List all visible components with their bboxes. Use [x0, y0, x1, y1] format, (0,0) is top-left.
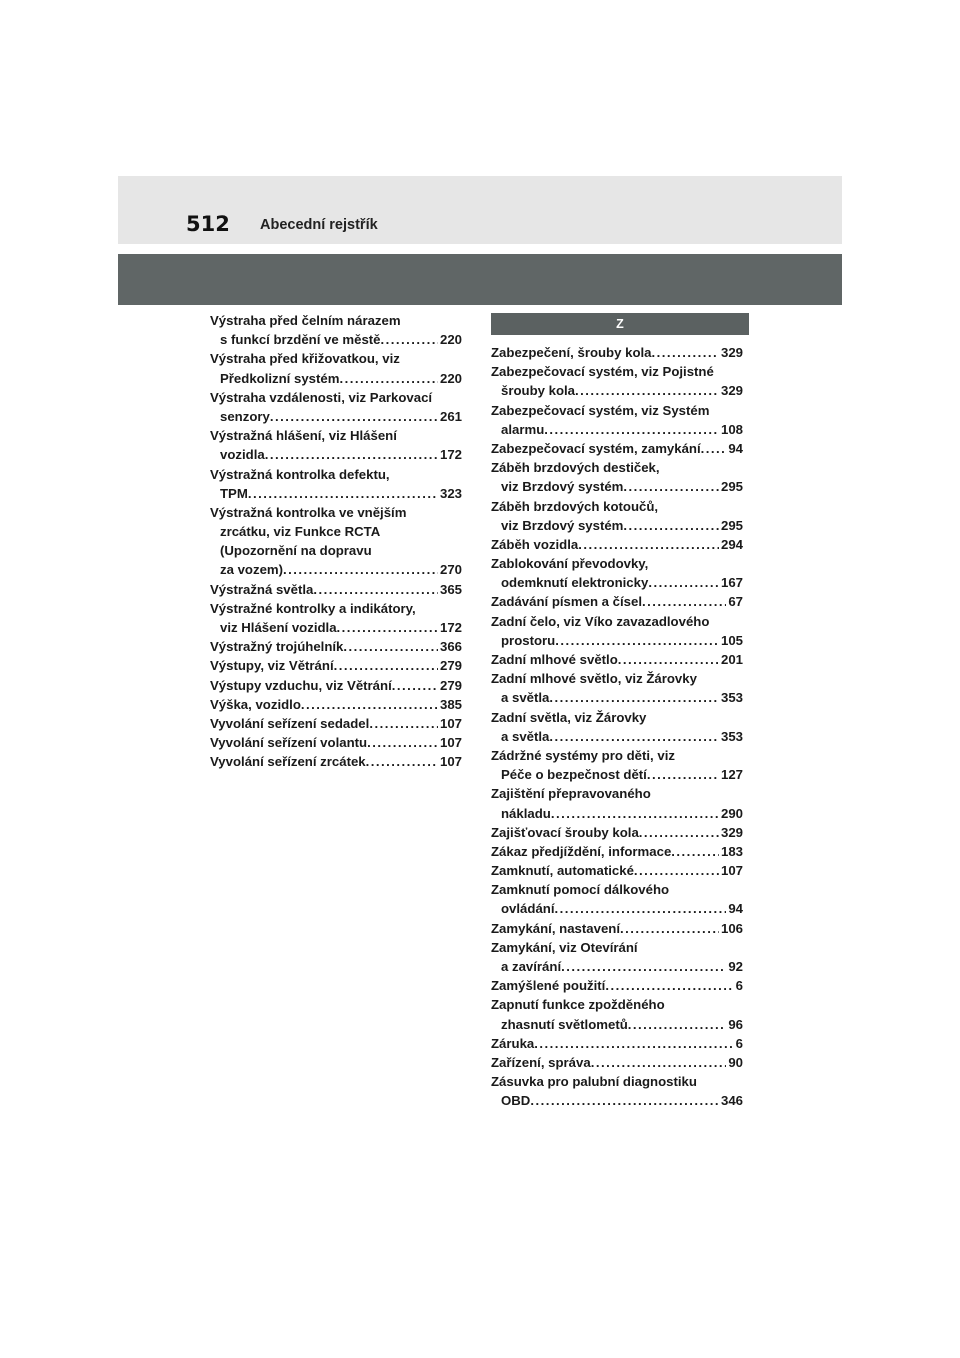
index-page-number: 366 [439, 639, 462, 655]
index-entry [210, 752, 462, 771]
index-page-number: 261 [439, 408, 462, 424]
index-entry [210, 465, 462, 503]
letter-section-header: Z [491, 313, 749, 335]
index-page-number: 108 [720, 421, 743, 437]
index-entry [491, 650, 743, 669]
index-entry-text: Záběh brzdových destiček, [491, 460, 660, 476]
dot-leader [339, 369, 438, 388]
index-entry-text: Výstupy, viz Větrání [210, 658, 334, 674]
dot-leader [652, 343, 719, 362]
index-entry [210, 426, 462, 464]
index-entry-text: Zadní světla, viz Žárovky [491, 709, 647, 725]
dot-leader [591, 1053, 727, 1072]
index-entry-text: zhasnutí světlometů [501, 1016, 628, 1032]
index-entry-text: (Upozornění na dopravu [220, 543, 372, 559]
index-entry-text: Zákaz předjíždění, informace [491, 843, 672, 859]
dot-leader [639, 823, 719, 842]
index-entry [491, 708, 743, 746]
index-entry-text: a světla [501, 690, 550, 706]
index-entry-text: Zamýšlené použití [491, 978, 606, 994]
index-entry-text: Zamknutí pomocí dálkového [491, 882, 670, 898]
index-page-number: 365 [439, 581, 462, 597]
index-entry-text: Zamykání, nastavení [491, 920, 621, 936]
index-column-right [491, 343, 743, 1111]
index-page-number: 106 [720, 920, 743, 936]
index-entry-text: šrouby kola [501, 383, 576, 399]
index-entry-text: Záruka [491, 1035, 535, 1051]
index-entry-text: alarmu [501, 421, 545, 437]
index-entry-text: s funkcí brzdění ve městě [220, 332, 381, 348]
index-entry-text: Výstražná kontrolka defektu, [210, 466, 390, 482]
index-page-number: 172 [439, 620, 462, 635]
index-entry-text: Zadní čelo, viz Víko zavazadlového [491, 613, 710, 629]
index-page-number: 220 [439, 332, 462, 348]
index-entry [210, 676, 462, 695]
dot-leader [647, 765, 719, 784]
dot-leader [555, 631, 719, 650]
index-entry [491, 669, 743, 707]
index-entry-text: Zadávání písmen a čísel [491, 594, 642, 610]
index-entry [210, 714, 462, 733]
index-entry [491, 401, 743, 439]
index-page-number: 295 [720, 479, 743, 495]
index-entry [491, 784, 743, 822]
dot-leader [549, 688, 719, 707]
index-entry-text: Záběh brzdových kotoučů, [491, 498, 659, 514]
dot-leader [381, 330, 438, 349]
index-entry-text: Výška, vozidlo [210, 696, 301, 712]
index-entry-text: Zadní mlhové světlo [491, 652, 618, 667]
index-entry [491, 746, 743, 784]
index-entry-text: Předkolizní systém [220, 370, 340, 386]
index-entry [491, 343, 743, 362]
dot-leader [642, 592, 726, 611]
index-entry-text: ovládání [501, 901, 555, 917]
index-column-left [210, 311, 462, 772]
index-entry-text: Zabezpečení, šrouby kola [491, 345, 652, 360]
index-entry [491, 880, 743, 918]
index-page-number: 107 [439, 735, 462, 751]
index-entry-text: Zabezpečovací systém, viz Systém [491, 402, 710, 418]
dot-leader [369, 714, 438, 733]
dot-leader [392, 676, 438, 695]
index-entry [491, 976, 743, 995]
index-entry-text: Zajišťovací šrouby kola [491, 824, 639, 840]
index-page-number: 329 [720, 345, 743, 360]
index-entry-text: Výstražná kontrolka ve vnějším [210, 504, 407, 520]
index-entry-text: Zásuvka pro palubní diagnostiku [491, 1074, 697, 1090]
dot-leader [578, 535, 719, 554]
index-page-number: 201 [720, 652, 743, 667]
index-entry-text: Vyvolání seřízení zrcátek [210, 754, 366, 770]
index-entry-text: Zablokování převodovky, [491, 556, 649, 572]
index-page-number: 385 [439, 696, 462, 712]
index-page-number: 279 [439, 658, 462, 674]
index-page-number: 346 [720, 1093, 743, 1109]
index-entry-text: Zabezpečovací systém, viz Pojistné [491, 364, 714, 380]
index-entry-text: Vyvolání seřízení volantu [210, 735, 368, 751]
index-page-number: 105 [720, 632, 743, 648]
index-page-number: 329 [720, 824, 743, 840]
index-entry-text: viz Brzdový systém [501, 517, 624, 533]
index-page-number: 90 [728, 1054, 743, 1070]
index-entry-text: a světla [501, 728, 550, 744]
index-entry-text: Zabezpečovací systém, zamykání [491, 440, 701, 456]
index-entry-text: viz Brzdový systém [501, 479, 624, 495]
dot-leader [634, 861, 719, 880]
index-entry-text: a zavírání [501, 959, 562, 974]
dot-leader [366, 752, 438, 771]
index-entry-text: Výstraha před křižovatkou, viz [210, 351, 400, 367]
index-entry-text: za vozem) [220, 562, 284, 578]
index-entry-text: Zajištění přepravovaného [491, 786, 651, 802]
index-entry-text: odemknutí elektronicky [501, 575, 649, 591]
dot-leader [367, 733, 438, 752]
index-entry [210, 695, 462, 714]
index-page-number: 127 [720, 767, 743, 783]
dot-leader [549, 727, 719, 746]
index-page-number: 295 [720, 517, 743, 533]
dot-leader [623, 477, 719, 496]
index-entry [210, 311, 462, 349]
index-entry [491, 861, 743, 880]
index-entry [210, 388, 462, 426]
index-page-number: 107 [720, 863, 743, 879]
dot-leader [701, 439, 727, 458]
index-entry [491, 497, 743, 535]
index-entry [210, 656, 462, 675]
index-page-number: 270 [439, 562, 462, 578]
index-entry [210, 503, 462, 580]
index-page-number: 323 [439, 485, 462, 501]
index-entry [491, 919, 743, 938]
dot-leader [628, 1015, 727, 1034]
index-entry-text: Zamknutí, automatické [491, 863, 634, 879]
index-entry-text: senzory [220, 408, 270, 424]
index-entry-text: Výstražná světla [210, 581, 314, 597]
index-entry [491, 612, 743, 650]
index-entry [210, 349, 462, 387]
dot-leader [343, 637, 438, 656]
index-entry-text: Péče o bezpečnost dětí [501, 767, 647, 783]
index-page-number: 329 [720, 383, 743, 399]
index-entry-text: vozidla [220, 447, 265, 463]
index-entry-text: Zamykání, viz Otevírání [491, 939, 638, 955]
dot-leader [265, 445, 438, 464]
index-entry [491, 938, 743, 976]
header-band [118, 254, 842, 305]
index-entry-text: Výstupy vzduchu, viz Větrání [210, 677, 392, 693]
index-page-number: 353 [720, 690, 743, 706]
dot-leader [530, 1091, 719, 1110]
index-page-number: 294 [720, 536, 743, 552]
index-entry-text: nákladu [501, 805, 551, 821]
index-entry-text: prostoru [501, 632, 556, 648]
dot-leader [620, 919, 719, 938]
dot-leader [313, 580, 438, 599]
dot-leader [555, 899, 727, 918]
index-page-number: 107 [439, 715, 462, 731]
dot-leader [648, 573, 719, 592]
index-entry [491, 439, 743, 458]
index-page-number: 107 [439, 754, 462, 770]
dot-leader [605, 976, 733, 995]
index-entry [491, 1053, 743, 1072]
index-entry-text: Zařízení, správa [491, 1054, 591, 1070]
index-entry [491, 554, 743, 592]
dot-leader [561, 957, 726, 976]
index-entry [210, 637, 462, 656]
page-number: 512 [186, 212, 230, 236]
dot-leader [248, 484, 438, 503]
index-entry [491, 535, 743, 554]
index-entry [491, 842, 743, 861]
index-page-number: 167 [720, 575, 743, 591]
index-page-number: 172 [439, 447, 462, 463]
index-entry-text: Výstražná hlášení, viz Hlášení [210, 428, 397, 444]
index-page-number: 220 [439, 370, 462, 386]
dot-leader [337, 618, 438, 637]
dot-leader [623, 516, 719, 535]
index-entry [210, 580, 462, 599]
index-page-number: 6 [735, 1035, 743, 1051]
index-page-number: 353 [720, 728, 743, 744]
index-entry [210, 599, 462, 637]
dot-leader [551, 804, 719, 823]
index-page-number: 183 [720, 843, 743, 859]
index-entry-text: TPM [220, 485, 248, 501]
index-page-number: 94 [728, 440, 743, 456]
section-title: Abecední rejstřík [260, 217, 378, 233]
index-entry-text: Výstraha před čelním nárazem [210, 313, 401, 328]
index-entry-text: OBD [501, 1093, 531, 1109]
index-page-number: 6 [735, 978, 743, 994]
index-entry [491, 458, 743, 496]
index-entry-text: viz Hlášení vozidla [220, 620, 337, 635]
index-entry-text: Zadní mlhové světlo, viz Žárovky [491, 671, 697, 687]
dot-leader [575, 381, 719, 400]
index-entry-text: Zapnutí funkce zpožděného [491, 997, 665, 1013]
dot-leader [283, 560, 438, 579]
index-entry-text: Záběh vozidla [491, 536, 579, 552]
index-entry-text: Výstražné kontrolky a indikátory, [210, 600, 416, 616]
index-entry [491, 592, 743, 611]
index-entry [491, 1034, 743, 1053]
index-entry-text: zrcátku, viz Funkce RCTA [220, 524, 381, 540]
index-page-number: 290 [720, 805, 743, 821]
index-entry-text: Vyvolání seřízení sedadel [210, 715, 370, 731]
index-entry [491, 1072, 743, 1110]
index-entry-text: Zádržné systémy pro děti, viz [491, 747, 675, 763]
index-page-number: 92 [728, 959, 743, 974]
dot-leader [334, 656, 438, 675]
index-page-number: 94 [728, 901, 743, 917]
index-entry-text: Výstražný trojúhelník [210, 639, 344, 655]
dot-leader [671, 842, 719, 861]
index-entry [491, 823, 743, 842]
dot-leader [534, 1034, 733, 1053]
dot-leader [270, 407, 438, 426]
index-page-number: 96 [728, 1016, 743, 1032]
dot-leader [618, 650, 719, 669]
index-entry [491, 995, 743, 1033]
index-entry [491, 362, 743, 400]
index-entry [210, 733, 462, 752]
index-entry-text: Výstraha vzdálenosti, viz Parkovací [210, 389, 433, 405]
dot-leader [544, 420, 719, 439]
index-page-number: 67 [728, 594, 743, 610]
dot-leader [301, 695, 438, 714]
index-page-number: 279 [439, 677, 462, 693]
